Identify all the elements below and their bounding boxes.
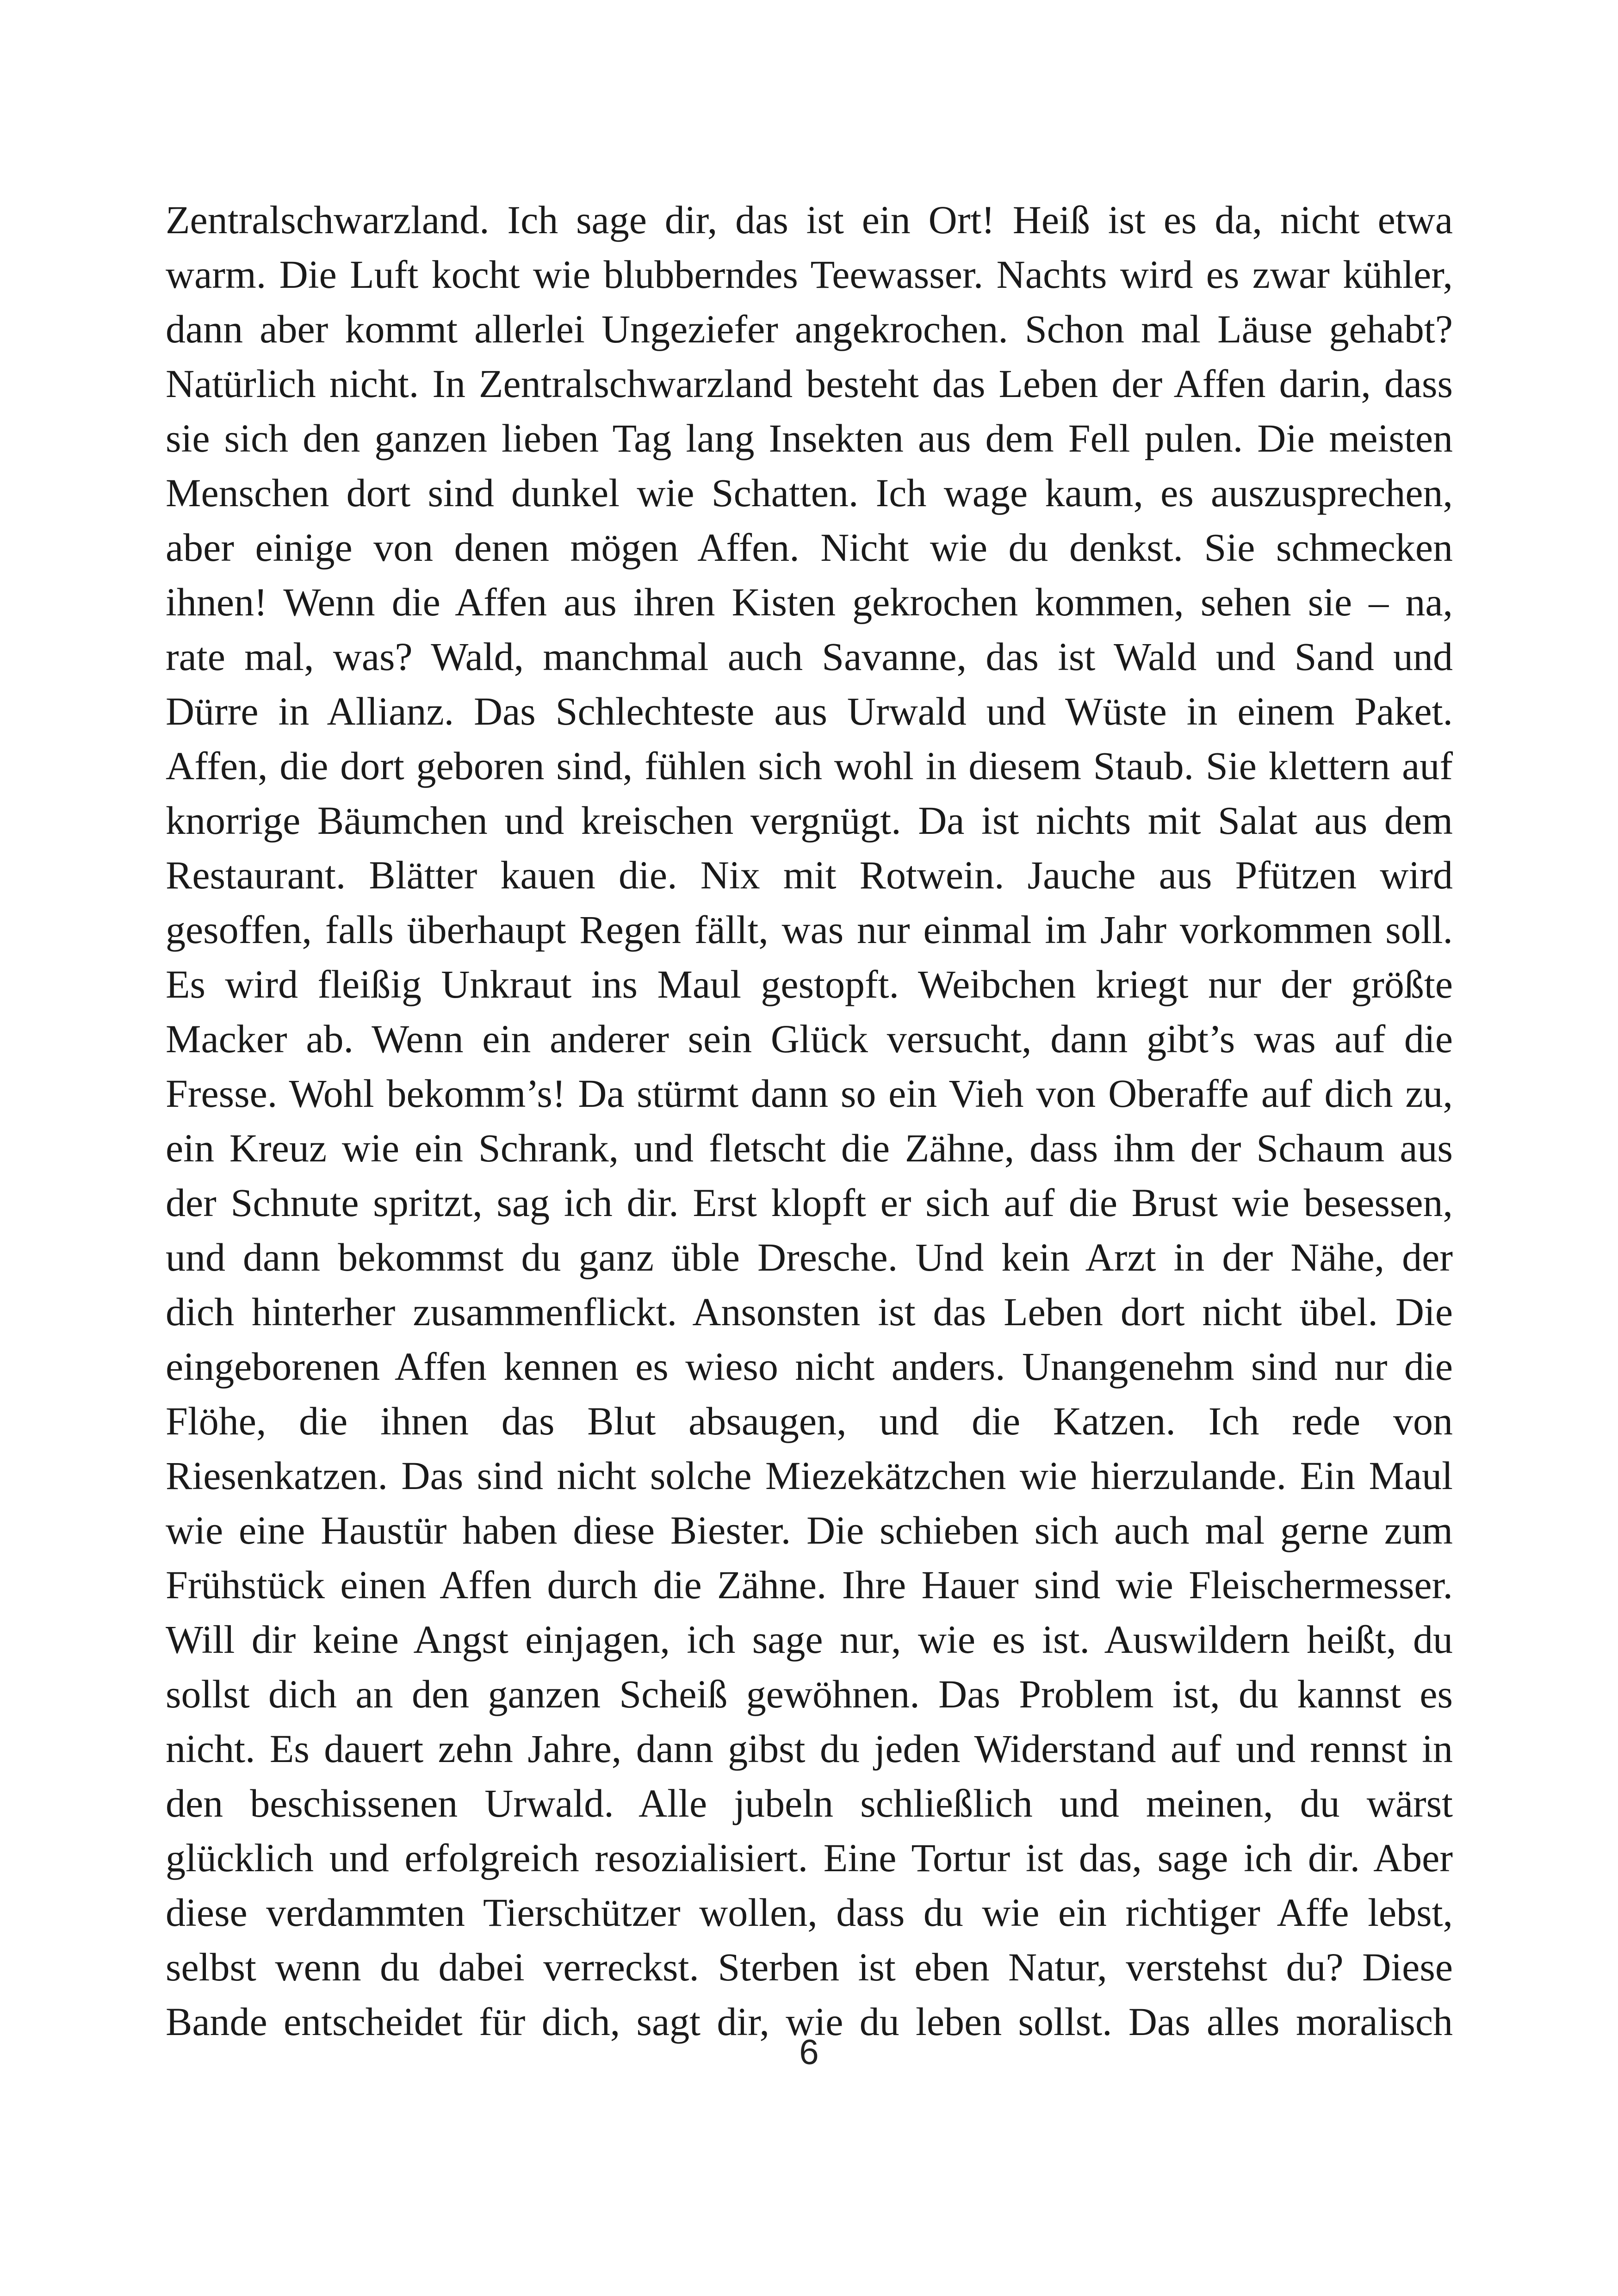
text-line: sie sich den ganzen lieben Tag lang Insekten aus dem Fell pulen. Die meisten xyxy=(166,416,1453,460)
text-line: Dürre in Allianz. Das Schlechteste aus Urwald und Wüste in einem Paket. xyxy=(166,689,1453,733)
text-line: Es wird fleißig Unkraut ins Maul gestopft. Weibchen kriegt nur der größte xyxy=(166,962,1453,1006)
text-line: ihnen! Wenn die Affen aus ihren Kisten gekrochen kommen, sehen sie – na, xyxy=(166,580,1453,624)
text-line: knorrige Bäumchen und kreischen vergnügt. Da ist nichts mit Salat aus dem xyxy=(166,798,1453,843)
text-line: Macker ab. Wenn ein anderer sein Glück versucht, dann gibt’s was auf die xyxy=(166,1017,1453,1061)
text-line: warm. Die Luft kocht wie blubberndes Teewasser. Nachts wird es zwar kühler, xyxy=(166,252,1453,297)
text-line: aber einige von denen mögen Affen. Nicht wie du denkst. Sie schmecken xyxy=(166,525,1453,570)
text-line: eingeborenen Affen kennen es wieso nicht anders. Unangenehm sind nur die xyxy=(166,1344,1453,1389)
text-line: Will dir keine Angst einjagen, ich sage nur, wie es ist. Auswildern heißt, du xyxy=(166,1617,1453,1662)
text-line: Restaurant. Blätter kauen die. Nix mit Rotwein. Jauche aus Pfützen wird xyxy=(166,853,1453,897)
text-line: nicht. Es dauert zehn Jahre, dann gibst du jeden Widerstand auf und rennst in xyxy=(166,1726,1453,1771)
text-line: Menschen dort sind dunkel wie Schatten. Ich wage kaum, es auszusprechen, xyxy=(166,471,1453,515)
text-line: ein Kreuz wie ein Schrank, und fletscht die Zähne, dass ihm der Schaum aus xyxy=(166,1126,1453,1170)
text-line: Riesenkatzen. Das sind nicht solche Miezekätzchen wie hierzulande. Ein Maul xyxy=(166,1453,1453,1498)
text-line: rate mal, was? Wald, manchmal auch Savanne, das ist Wald und Sand und xyxy=(166,634,1453,679)
text-line: sollst dich an den ganzen Scheiß gewöhnen. Das Problem ist, du kannst es xyxy=(166,1672,1453,1716)
text-line: Frühstück einen Affen durch die Zähne. Ihre Hauer sind wie Fleischermesser. xyxy=(166,1563,1453,1607)
text-line: Zentralschwarzland. Ich sage dir, das ist ein Ort! Heiß ist es da, nicht etwa xyxy=(166,198,1453,242)
body-text xyxy=(166,192,1453,2049)
text-line: Fresse. Wohl bekomm’s! Da stürmt dann so ein Vieh von Oberaffe auf dich zu, xyxy=(166,1071,1453,1116)
text-line: glücklich und erfolgreich resozialisiert. Eine Tortur ist das, sage ich dir. Aber xyxy=(166,1836,1453,1880)
text-line: dich hinterher zusammenflickt. Ansonsten ist das Leben dort nicht übel. Die xyxy=(166,1290,1453,1334)
text-line: selbst wenn du dabei verreckst. Sterben ist eben Natur, verstehst du? Diese xyxy=(166,1945,1453,1989)
page-number: 6 xyxy=(799,2033,819,2072)
text-line: Flöhe, die ihnen das Blut absaugen, und die Katzen. Ich rede von xyxy=(166,1399,1453,1443)
text-line: Bande entscheidet für dich, sagt dir, wie du leben sollst. Das alles moralisch xyxy=(166,1999,1453,2044)
text-line: und dann bekommst du ganz üble Dresche. Und kein Arzt in der Nähe, der xyxy=(166,1235,1453,1279)
text-line: gesoffen, falls überhaupt Regen fällt, was nur einmal im Jahr vorkommen soll. xyxy=(166,907,1453,952)
text-line: den beschissenen Urwald. Alle jubeln schließlich und meinen, du wärst xyxy=(166,1781,1453,1825)
text-line: wie eine Haustür haben diese Biester. Die schieben sich auch mal gerne zum xyxy=(166,1508,1453,1552)
text-line: Affen, die dort geboren sind, fühlen sich wohl in diesem Staub. Sie klettern auf xyxy=(166,744,1453,788)
text-line: diese verdammten Tierschützer wollen, dass du wie ein richtiger Affe lebst, xyxy=(166,1890,1453,1935)
text-line: dann aber kommt allerlei Ungeziefer angekrochen. Schon mal Läuse gehabt? xyxy=(166,307,1453,351)
text-line: Natürlich nicht. In Zentralschwarzland besteht das Leben der Affen darin, dass xyxy=(166,361,1453,406)
text-line: der Schnute spritzt, sag ich dir. Erst klopft er sich auf die Brust wie besessen, xyxy=(166,1180,1453,1225)
